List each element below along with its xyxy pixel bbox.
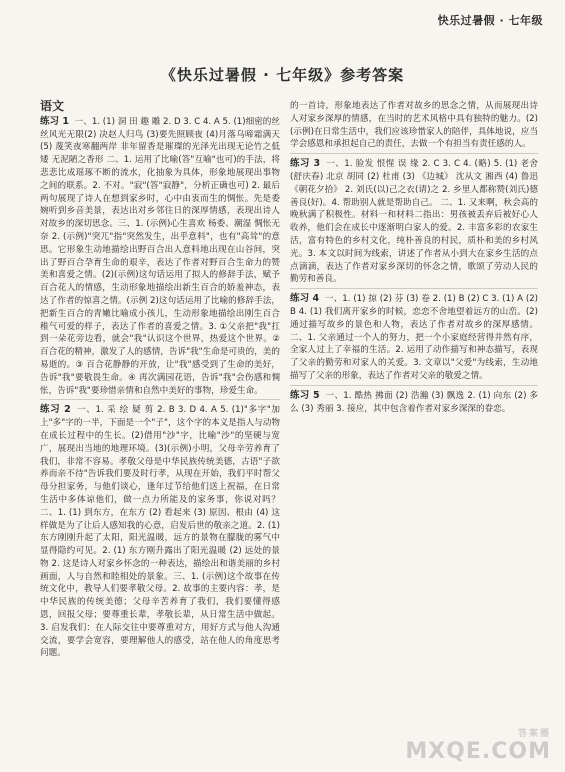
exercise-heading: 练习 5 (290, 389, 320, 401)
exercise-block (290, 390, 538, 416)
exercise-heading: 练习 2 (40, 404, 71, 416)
page-title: 《快乐过暑假 · 七年级》参考答案 (160, 66, 405, 84)
exercise-block (290, 158, 538, 286)
exercise-text: 一、1. 脸发 恨惺 误 缘 2. C 3. C 4. (略) 5. (1) 老舍(舒庆春) 北京 胡同 (2) 杜甫 (3) 《边城》 沈从文 湘西 (4) 鲁迅 《朝花夕拾》 2. 刘氏(以)己之衣(请)之 2. 乡里人都称赞(刘氏)德善良(好)。4. 帮助别人就是帮助自己。 二、1. 又来啊，秋会高的晚秋满了积极性。材料一和材料二指出：男孩被丢弃后被好心人收养，他们会在成长中逐渐明白家人的爱。2. 丰富多彩的农家生活，富有特色的乡村文化，纯朴善良的村民，质朴和美的乡村风光。3. 本文以时间为线索，讲述了作者从小到大在家乡生活的点点滴滴，表达了作者对家乡深切的怀念之情，歌颂了劳动人民的勤劳和善良。 (290, 159, 539, 285)
exercise-text: 一、1. (1) 掠 (2) 芬 (3) 卷 2. (1) B (2) C 3. (1) A (2) B 4. (1) 我们离开家乡的时候，恋恋不舍地望着远方的山峦。(2) 通过描写故乡的景色和人物，表达了作者对故乡的深厚感情。二、1. 父亲通过一个人的努力，把一个小家庭经营得井然有序，全家人过上了幸福的生活。2. 运用了动作描写和神态描写，表现了父亲的勤劳和对家人的关爱。3. 文章以"父爱"为线索，生动地描写了父亲的形象，表达了作者对父亲的敬爱之情。 (290, 294, 539, 381)
watermark-text: MXQE.COM (405, 739, 551, 764)
exercise-block (40, 404, 280, 660)
divider (290, 288, 538, 289)
exercise-text: 的一首诗，形象地表达了作者对故乡的思念之情，从而展现出诗人对家乡深厚的情感，在当时的艺术风格中具有独特的魅力。(2)(示例)在日常生活中，我们应该珍惜家人的陪伴，具体地说，应当学会感恩和承担起自己的责任，去做一个有担当有责任感的人。 (290, 101, 538, 150)
header-label: 快乐过暑假 · 七年级 (437, 14, 543, 27)
watermark-logo (405, 726, 551, 764)
exercise-text: 一、1. 酷热 拂面 (2) 浩瀚 (3) 飘逸 2. (1) 向东 (2) 多么 (3) 秀丽 3. 接应，其中包含着作者对家乡深深的眷恋。 (290, 390, 539, 414)
exercise-heading: 练习 3 (290, 158, 321, 170)
divider (290, 153, 538, 154)
right-column (290, 100, 538, 416)
exercise-block (290, 293, 538, 383)
left-column (40, 100, 280, 661)
exercise-block (40, 116, 280, 398)
divider (40, 399, 280, 400)
exercise-text: 一、1. 采 绘 疑 剪 2. B 3. D 4. A 5. (1)"多字"加上"多"字的一半，下面是一个"子"，这个字的本义是指人与动物在成长过程中的生长。(2)借用"沙"字，比喻"沙"的坚硬与宽广，展现出当地的地理环境。(3)(示例)小明，父母辛劳养育了我们，非常不容易。孝敬父母是中华民族传统美德，古语"子欲养而亲不待"告诉我们要及时行孝，从现在开始，我们平时帮父母分担家务，与他们谈心，逢年过节给他们送上祝福，在日常生活中多体谅他们，做一点力所能及的家务事，你说对吗？ 二、1. (1) 到东方，在东方 (2) 看起来 (3) 原因、根由 (4) 这样做是为了让后人感知我的心意，启发后世的敬亲之道。2. (1) 东方刚刚升起了太阳，阳光温暖，远方的景物在朦胧的雾气中显得隐约可见。2. (1) 东方刚升露出了阳光温暖 (2) 远处的景物 2. 这是诗人对家乡怀念的一种表达，描绘出和谐美丽的乡村画面，人与自然和睦相处的景象。三、1. (示例)这个故事在传统文化中，教导人们要孝敬父母。2. 故事的主要内容：孝，是中华民族的传统美德；父母辛苦养育了我们，我们要懂得感恩，回报父母；要尊重长辈，孝敬长辈，从日常生活中做起。3. 启发我们：在人际交往中要尊重对方，用好方式与他人沟通交流，要学会宽容，要理解他人的感受，站在他人的角度思考问题。 (40, 405, 281, 659)
divider (290, 385, 538, 386)
exercise-heading: 练习 4 (290, 293, 320, 305)
exercise-heading: 练习 1 (40, 115, 69, 127)
exercise-block (290, 100, 538, 151)
watermark-domain: 答案圈 (517, 729, 551, 739)
exercise-text: 一、1. (1) 洞 田 趣 雕 2. D 3. C 4. A 5. (1)细密的丝丝风光无限(2) 决赵人归鸟 (3)要先照顾夜 (4)月落乌啼霜满天 (5) 蔑笑夜寒翻两岸 非年留香是璀璨的光泽光出现无论竹之低矮 无泥陋之香形 二、1. 运用了比喻(答"互喻"也可)的手法，将悲悲比成瑶琢不断的流水，化抽象为具体，形象地展现出事物之间的联系。2. 不对。"寂"(答"寂静"，分析正确也可) 2. 最后两句展现了诗人在想到家乡时，心中由衷而生的惆怅。先是委婉听到乡音美景，表达出对乡邻往日的深厚情感，表现出诗人对故乡的深切思念。三、1. (示例)心生喜欢 杨委、潮湿 惆怅无奈 2. (示例)"突兀"指"突然发生，出乎意料"，也有"高耸"的意思。它形象生动地描绘出野百合出人意料地出现在山谷间，突出了野百合孕育生命的艰辛，表达了作者对野百合生命力的赞美和喜爱之情。(2)(示例)这句话运用了拟人的修辞手法，赋予百合花人的情感，生动形象地描绘出新生百合的娇羞神态，表达了作者的惊喜之情。(示例 2)这句话运用了比喻的修辞手法，把新生百合的青嫩比喻成小孩儿，生动形象地描绘出刚生百合稚气可爱的样子，表达了作者的喜爱之情。3. ①父亲把"我"扛到一朵花旁边看，就会"我"认识这个世界，热爱这个世界。② 百合花的精神，激发了人的感情，告诉"我"生命是可贵的，美的易逝的。③ 百合花静静的开放，让"我"感受到了生命的美好，告诉"我"要敬畏生命。④ 再次满园花语，告诉"我"会伤感和惆怅，告诉"我"要珍惜亲情和自然中美好的事物，珍爱生命。 (40, 116, 281, 396)
section-heading: 语文 (40, 99, 65, 113)
